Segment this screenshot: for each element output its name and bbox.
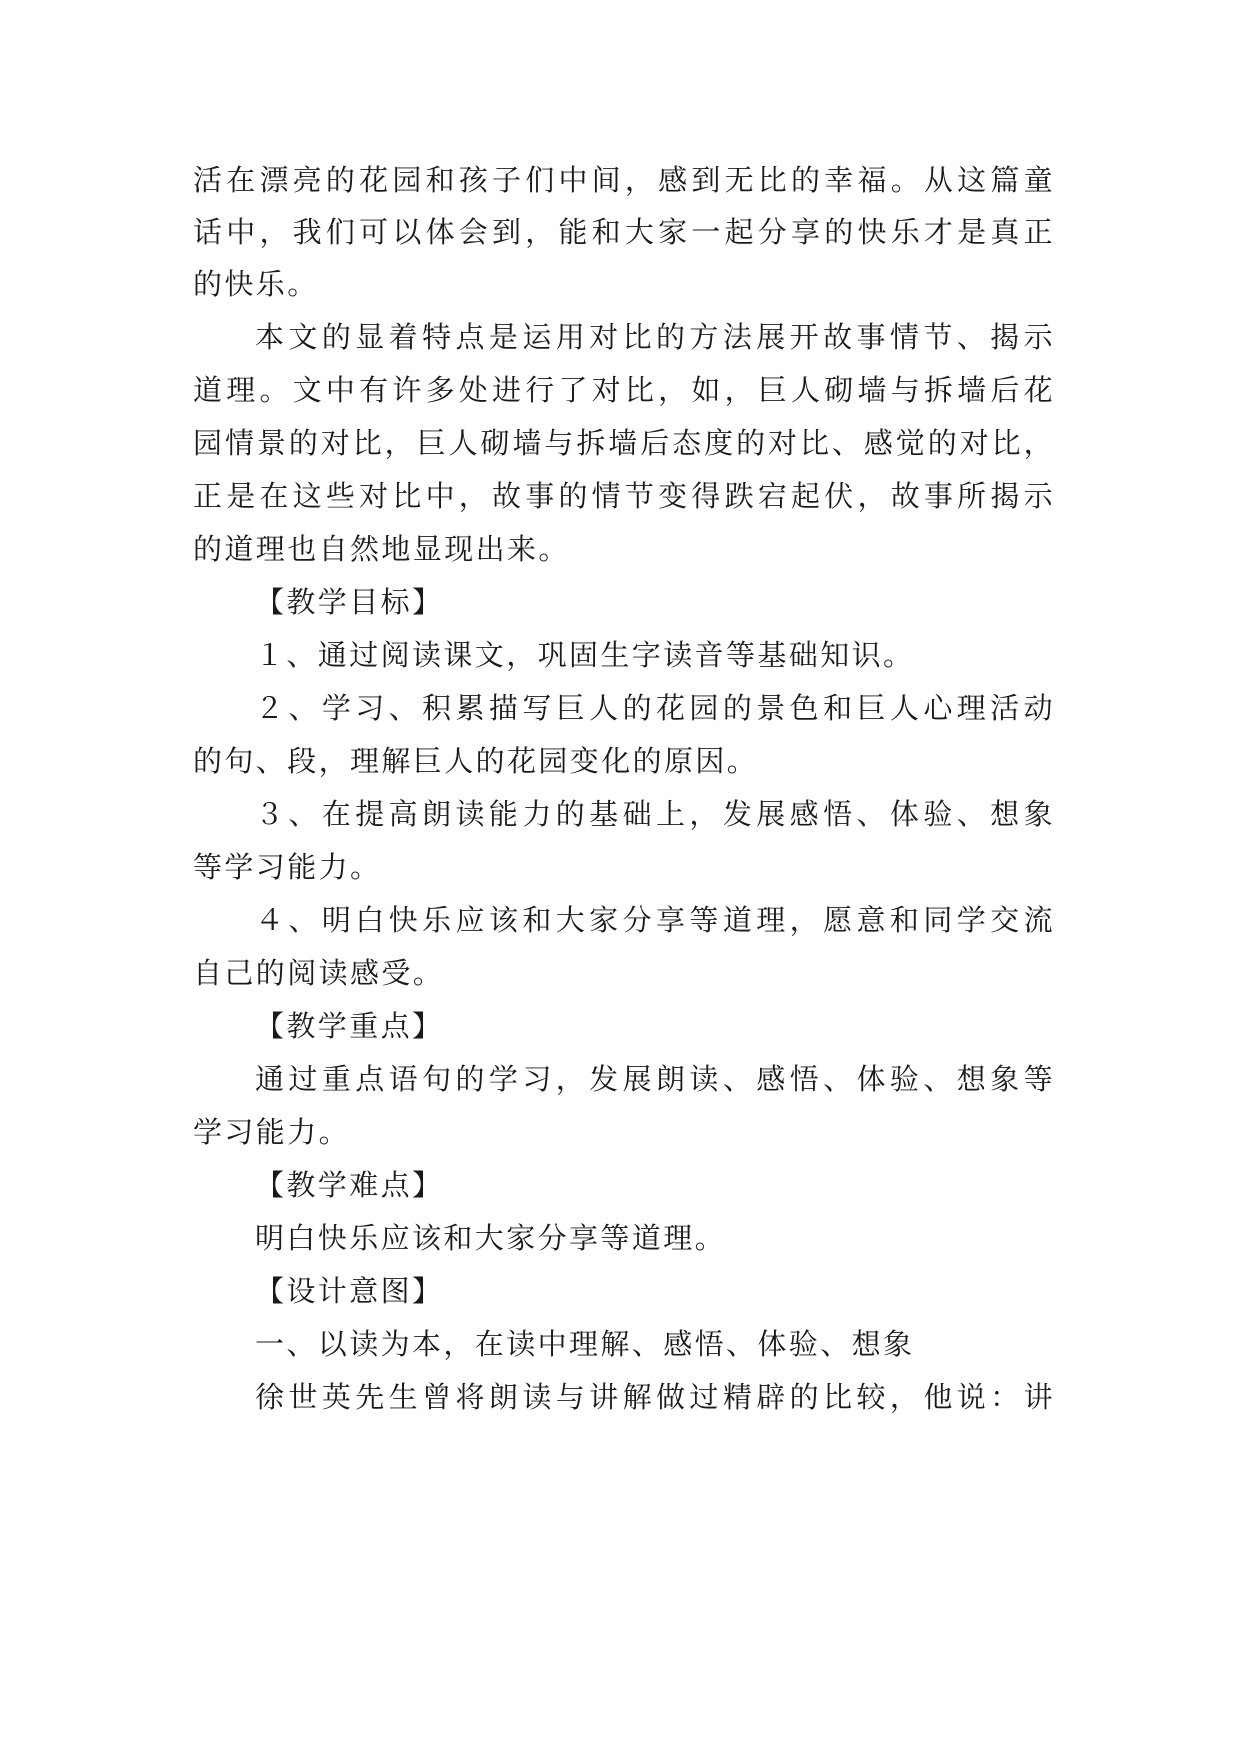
section-heading-teaching-goals: 【教学目标】	[255, 585, 444, 619]
paragraph-line: 话中，我们可以体会到，能和大家一起分享的快乐才是真正	[193, 215, 1055, 249]
section-heading-key-points: 【教学重点】	[255, 1009, 444, 1043]
paragraph-line: 的道理也自然地显现出来。	[193, 532, 570, 566]
goal-item-1: １、通过阅读课文，巩固生字读音等基础知识。	[255, 638, 915, 672]
paragraph-line: 自己的阅读感受。	[193, 956, 445, 990]
section-heading-design-intent: 【设计意图】	[255, 1274, 444, 1308]
paragraph-line: 通过重点语句的学习，发展朗读、感悟、体验、想象等	[255, 1062, 1055, 1096]
paragraph-line: 的句、段，理解巨人的花园变化的原因。	[193, 744, 759, 778]
goal-item-2: ２、学习、积累描写巨人的花园的景色和巨人心理活动	[255, 691, 1055, 725]
section-heading-difficulties: 【教学难点】	[255, 1168, 444, 1202]
paragraph-line: 道理。文中有许多处进行了对比，如，巨人砌墙与拆墙后花	[193, 373, 1055, 407]
subheading-read-based: 一、以读为本，在读中理解、感悟、体验、想象	[255, 1327, 915, 1361]
paragraph-line: 明白快乐应该和大家分享等道理。	[255, 1221, 727, 1255]
paragraph-line: 正是在这些对比中，故事的情节变得跌宕起伏，故事所揭示	[193, 479, 1055, 513]
paragraph-line: 的快乐。	[193, 267, 319, 301]
paragraph-line: 园情景的对比，巨人砌墙与拆墙后态度的对比、感觉的对比，	[193, 426, 1055, 460]
paragraph-line: 本文的显着特点是运用对比的方法展开故事情节、揭示	[255, 320, 1055, 354]
goal-item-3: ３、在提高朗读能力的基础上，发展感悟、体验、想象	[255, 797, 1055, 831]
paragraph-line: 学习能力。	[193, 1115, 351, 1149]
paragraph-line: 活在漂亮的花园和孩子们中间，感到无比的幸福。从这篇童	[193, 163, 1055, 197]
goal-item-4: ４、明白快乐应该和大家分享等道理，愿意和同学交流	[255, 903, 1055, 937]
paragraph-line: 等学习能力。	[193, 850, 382, 884]
paragraph-line: 徐世英先生曾将朗读与讲解做过精辟的比较，他说：讲	[255, 1380, 1055, 1414]
